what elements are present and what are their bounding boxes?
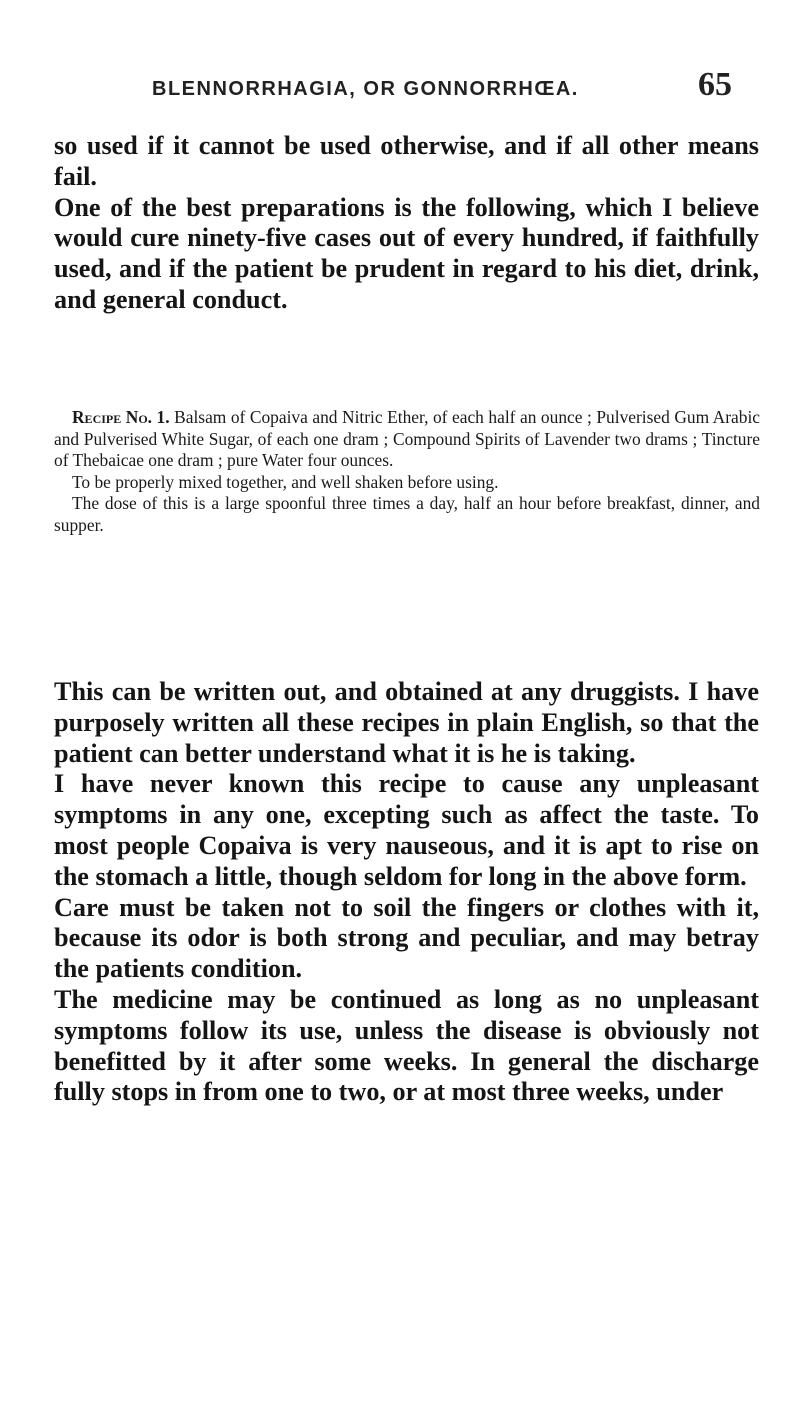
paragraph-continuation-medicine: The medicine may be continued as long as no unpleasant symptoms follow its use, unless the disease is obviously not benefitted by it after some weeks. In general the discharge fully stops in from one to two, or at most three weeks, under [54,984,759,1107]
recipe-label: Recipe No. 1. [72,407,170,427]
recipe-block [54,407,760,537]
recipe-dose: The dose of this is a large spoonful three times a day, half an hour before breakfast, dinner, and supper. [54,493,760,535]
paragraph-preparations: One of the best preparations is the following, which I believe would cure ninety-five cases out of every hundred, if faithfully used, and if the patient be prudent in regard to his diet, drink, and general conduct. [54,192,759,314]
paragraph-druggists: This can be written out, and obtained at any druggists. I have purposely written all these recipes in plain English, so that the patient can better understand what it is he is taking. [54,677,759,768]
main-text [54,677,759,1108]
page-number: 65 [698,66,732,103]
paragraph-continuation: so used if it cannot be used otherwise, and if all other means fail. [54,131,759,191]
paragraph-care: Care must be taken not to soil the fingers or clothes with it, because its odor is both strong and peculiar, and may betray the patients condition. [54,892,759,984]
recipe-ingredients-text: Balsam of Copaiva and Nitric Ether, of each half an ounce ; Pulverised Gum Arabic and Pulverised White Sugar, of each one dram ; Compound Spirits of Lavender two drams ; Tincture of Thebaicae one dram ; pure Water four ounces. [54,407,760,471]
paragraph-symptoms: I have never known this recipe to cause any unpleasant symptoms in any one, excepting such as affect the taste. To most people Copaiva is very nauseous, and it is apt to rise on the stomach a little, though seldom for long in the above form. [54,769,759,891]
recipe-ingredients [54,407,760,472]
running-header: BLENNORRHAGIA, OR GONNORRHŒA. [152,78,579,100]
intro-text [54,131,759,316]
recipe-mixing: To be properly mixed together, and well shaken before using. [72,471,499,492]
